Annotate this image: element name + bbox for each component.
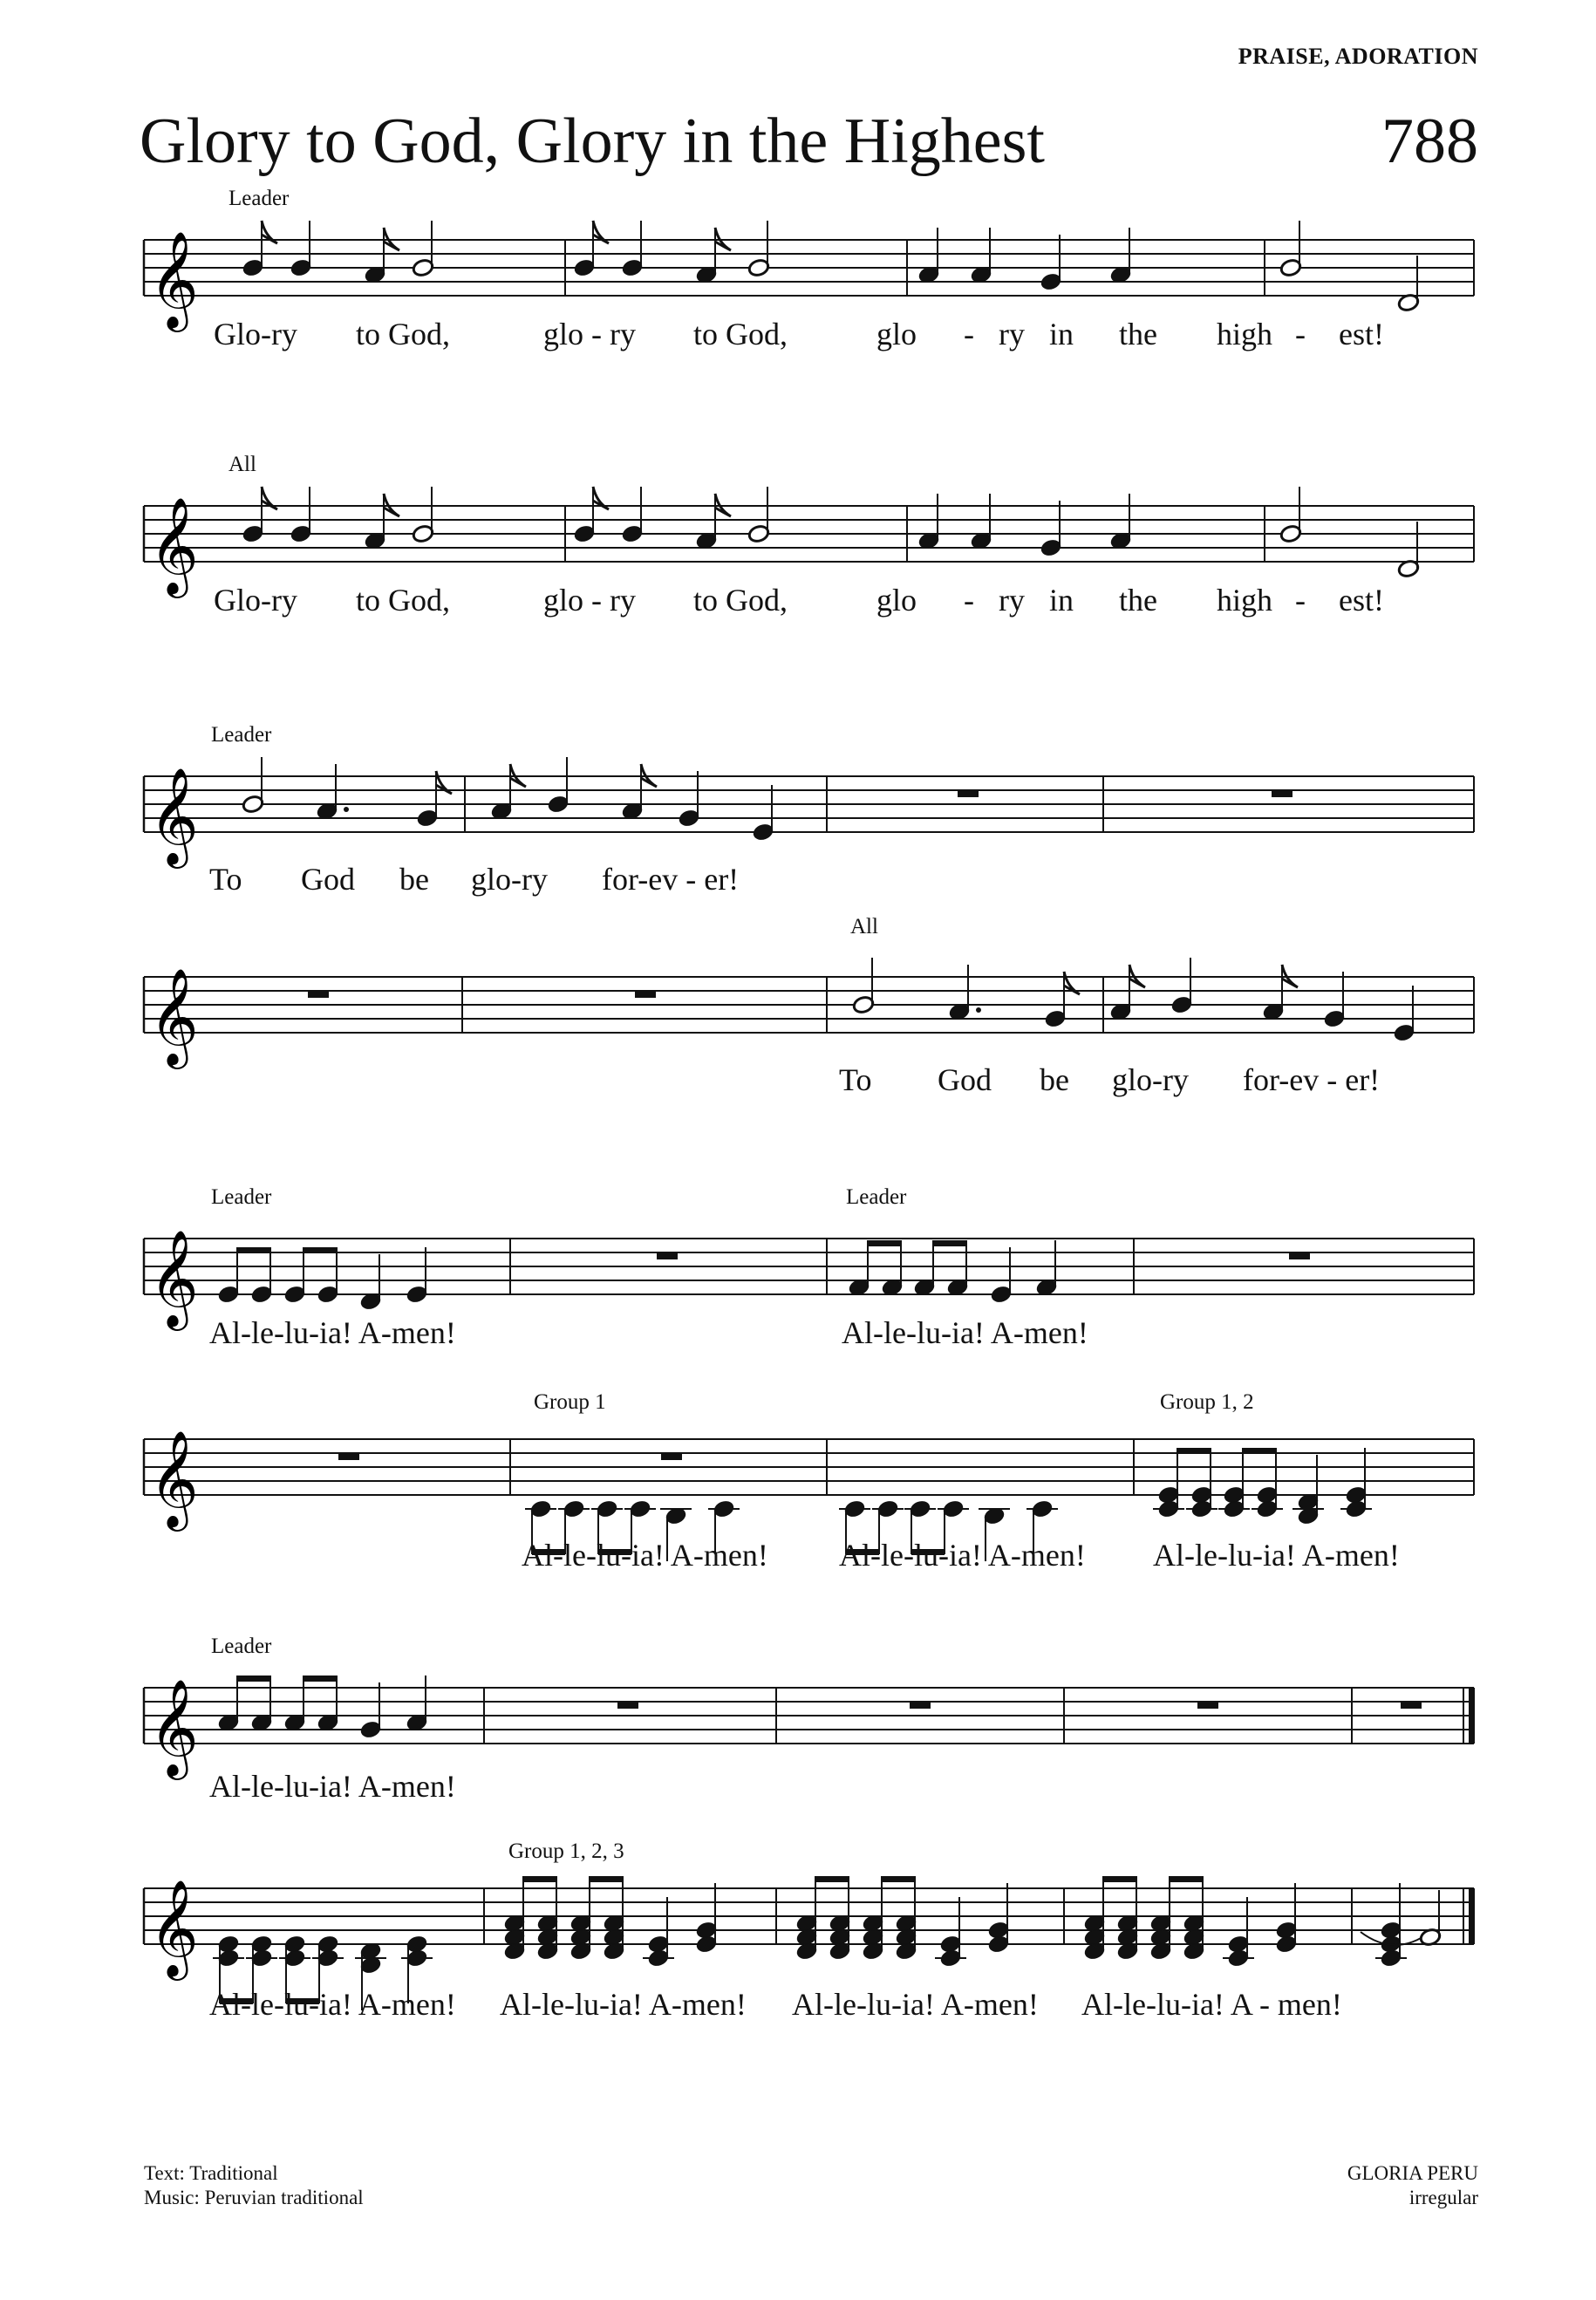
whole-rest bbox=[958, 790, 979, 797]
lyric-syllable: in bbox=[1049, 317, 1074, 351]
tune-info bbox=[1347, 2161, 1478, 2210]
part-label: Group 1, 2 bbox=[1160, 1390, 1254, 1414]
part-label-all: All bbox=[850, 915, 878, 938]
lyric-syllable: Al-le-lu-ia! A-men! bbox=[209, 1315, 456, 1350]
lyric-syllable: Glo-ry bbox=[214, 583, 297, 618]
music-credit: Music: Peruvian traditional bbox=[144, 2187, 364, 2208]
lyric-syllable: glo bbox=[876, 317, 917, 351]
lyric-syllable: the bbox=[1119, 317, 1157, 351]
lyric-syllable: God bbox=[301, 862, 355, 897]
lyric-syllable: glo bbox=[876, 583, 917, 618]
part-label: Leader bbox=[211, 1635, 272, 1658]
lyric-syllable: the bbox=[1119, 583, 1157, 618]
beam bbox=[882, 1876, 915, 1882]
beam bbox=[237, 1247, 270, 1253]
beam bbox=[1103, 1876, 1136, 1882]
lyric-syllable: glo - ry bbox=[543, 317, 636, 351]
beam bbox=[523, 1876, 556, 1882]
part-label: Leader bbox=[846, 1185, 907, 1209]
lyric-syllable: To bbox=[209, 862, 242, 897]
tune-name: GLORIA PERU bbox=[1347, 2162, 1478, 2184]
beam bbox=[1170, 1876, 1203, 1882]
lyric-syllable: Glo-ry bbox=[214, 317, 297, 351]
lyric-syllable: be bbox=[1040, 1062, 1069, 1097]
lyric-syllable: - bbox=[1295, 317, 1306, 351]
lyric-syllable: Al-le-lu-ia! A-men! bbox=[1153, 1538, 1400, 1573]
whole-rest bbox=[635, 991, 656, 998]
part-label: Group 1, 2, 3 bbox=[508, 1839, 624, 1863]
treble-clef-icon: 𝄞 bbox=[149, 230, 199, 328]
lyric-syllable: Al-le-lu-ia! A-men! bbox=[522, 1538, 768, 1573]
text-credit: Text: Traditional bbox=[144, 2162, 278, 2184]
part-label: Leader bbox=[211, 723, 272, 747]
part-label: Group 1 bbox=[534, 1390, 606, 1414]
final-barline bbox=[1469, 1888, 1475, 1944]
whole-rest bbox=[910, 1702, 931, 1709]
lyric-syllable: God bbox=[938, 1062, 992, 1097]
lyric-syllable: to God, bbox=[693, 583, 788, 618]
lyric-syllable: to God, bbox=[356, 583, 450, 618]
whole-rest bbox=[661, 1453, 682, 1460]
lyric-syllable: be bbox=[399, 862, 429, 897]
section-heading: PRAISE, ADORATION bbox=[1238, 44, 1478, 69]
beam bbox=[590, 1876, 623, 1882]
lyric-syllable: Al-le-lu-ia! A-men! bbox=[842, 1315, 1088, 1350]
treble-clef-icon: 𝄞 bbox=[149, 1229, 199, 1327]
treble-clef-icon: 𝄞 bbox=[149, 767, 199, 864]
final-barline bbox=[1469, 1688, 1475, 1744]
treble-clef-icon: 𝄞 bbox=[149, 1879, 199, 1976]
lyric-syllable: Al-le-lu-ia! A-men! bbox=[209, 1987, 456, 2022]
beam bbox=[304, 1676, 337, 1682]
lyric-syllable: est! bbox=[1339, 317, 1384, 351]
treble-clef-icon: 𝄞 bbox=[149, 1678, 199, 1776]
lyric-syllable: - bbox=[1295, 583, 1306, 618]
beam bbox=[868, 1240, 901, 1246]
whole-rest bbox=[338, 1453, 359, 1460]
part-label: Leader bbox=[228, 187, 290, 210]
lyric-syllable: glo-ry bbox=[1112, 1062, 1189, 1097]
lyric-syllable: est! bbox=[1339, 583, 1384, 618]
whole-rest bbox=[308, 991, 329, 998]
lyric-syllable: to God, bbox=[356, 317, 450, 351]
lyric-syllable: To bbox=[839, 1062, 872, 1097]
part-label: Leader bbox=[211, 1185, 272, 1209]
treble-clef-icon: 𝄞 bbox=[149, 496, 199, 594]
hymn-title: Glory to God, Glory in the Highest bbox=[140, 106, 1045, 177]
hymn-number: 788 bbox=[1381, 106, 1478, 177]
lyric-syllable: high bbox=[1217, 583, 1273, 618]
beam bbox=[1243, 1448, 1276, 1454]
whole-rest bbox=[1289, 1252, 1310, 1259]
lyric-syllable: in bbox=[1049, 583, 1074, 618]
lyric-syllable: high bbox=[1217, 317, 1273, 351]
treble-clef-icon: 𝄞 bbox=[149, 967, 199, 1065]
dot bbox=[976, 1007, 981, 1013]
tune-meter: irregular bbox=[1408, 2187, 1478, 2208]
lyric-syllable: Al-le-lu-ia! A-men! bbox=[209, 1769, 456, 1804]
whole-rest bbox=[1401, 1702, 1422, 1709]
beam bbox=[815, 1876, 849, 1882]
lyric-syllable: glo-ry bbox=[471, 862, 548, 897]
beam bbox=[1177, 1448, 1211, 1454]
lyric-syllable: ry bbox=[999, 317, 1025, 351]
lyric-syllable: Al-le-lu-ia! A-men! bbox=[792, 1987, 1039, 2022]
lyric-syllable: to God, bbox=[693, 317, 788, 351]
part-label: All bbox=[228, 453, 256, 476]
lyric-syllable: for-ev - er! bbox=[1243, 1062, 1381, 1097]
lyric-syllable: Al-le-lu-ia! A - men! bbox=[1081, 1987, 1342, 2022]
whole-rest bbox=[617, 1702, 638, 1709]
lyric-syllable: - bbox=[964, 583, 974, 618]
beam bbox=[933, 1240, 966, 1246]
lyric-syllable: ry bbox=[999, 583, 1025, 618]
lyric-syllable: - bbox=[964, 317, 974, 351]
lyric-syllable: glo - ry bbox=[543, 583, 636, 618]
lyric-syllable: for-ev - er! bbox=[602, 862, 740, 897]
lyric-syllable: Al-le-lu-ia! A-men! bbox=[500, 1987, 747, 2022]
treble-clef-icon: 𝄞 bbox=[149, 1430, 199, 1527]
beam bbox=[304, 1247, 337, 1253]
whole-rest bbox=[657, 1252, 678, 1259]
dot bbox=[344, 807, 349, 812]
whole-rest bbox=[1272, 790, 1292, 797]
whole-rest bbox=[1197, 1702, 1218, 1709]
lyric-syllable: Al-le-lu-ia! A-men! bbox=[839, 1538, 1086, 1573]
credits bbox=[144, 2161, 364, 2210]
beam bbox=[237, 1676, 270, 1682]
